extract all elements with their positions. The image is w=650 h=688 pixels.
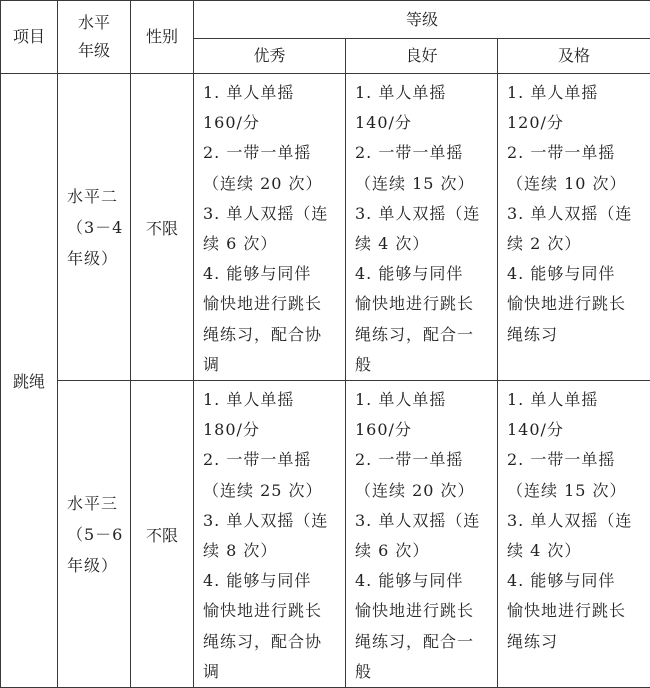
criteria-line: 愉快地进行跳长 [203,289,341,319]
criteria-line: （连续 15 次） [355,169,493,199]
criteria-line: 160/分 [355,415,493,445]
criteria-line: 120/分 [507,108,646,138]
table-row [1,74,650,381]
header-level [58,1,131,74]
criteria-line: 1. 单人单摇 [203,78,341,108]
pass-cell [498,74,650,381]
criteria-line: 愉快地进行跳长 [507,596,646,626]
criteria-line: 1. 单人单摇 [203,385,341,415]
criteria-line: 愉快地进行跳长 [203,596,341,626]
level-line: 水平三 [67,488,130,519]
criteria-line: 160/分 [203,108,341,138]
criteria-line: 续 8 次） [203,536,341,566]
criteria-line: 1. 单人单摇 [507,78,646,108]
header-pass: 及格 [498,39,650,74]
criteria-line: 140/分 [507,415,646,445]
criteria-line: 2. 一带一单摇 [355,138,493,168]
criteria-line: 3. 单人双摇（连 [507,199,646,229]
level-line: 年级） [67,243,130,274]
criteria-line: 般 [355,657,493,687]
criteria-line: （连续 20 次） [355,476,493,506]
level-line: 水平二 [67,181,130,212]
criteria-line: 调 [203,350,341,380]
criteria-line: 3. 单人双摇（连 [355,199,493,229]
criteria-line: 愉快地进行跳长 [355,289,493,319]
criteria-line: 愉快地进行跳长 [355,596,493,626]
level-cell [58,74,131,381]
criteria-line: 2. 一带一单摇 [507,138,646,168]
criteria-line: 4. 能够与同伴 [203,259,341,289]
good-cell [346,74,498,381]
criteria-line: 180/分 [203,415,341,445]
criteria-line: 绳练习 [507,320,646,350]
criteria-line: 4. 能够与同伴 [355,259,493,289]
criteria-line: 3. 单人双摇（连 [203,199,341,229]
criteria-line: 续 2 次） [507,229,646,259]
level-cell [58,381,131,688]
criteria-line: 1. 单人单摇 [355,385,493,415]
criteria-line: 140/分 [355,108,493,138]
criteria-line: 续 4 次） [355,229,493,259]
criteria-line: 2. 一带一单摇 [203,138,341,168]
criteria-line: 绳练习，配合协 [203,627,341,657]
level-line: 年级） [67,550,130,581]
criteria-line: 1. 单人单摇 [355,78,493,108]
criteria-line: 4. 能够与同伴 [355,566,493,596]
criteria-line: 续 4 次） [507,536,646,566]
header-level-line: 年级 [58,37,130,65]
pass-cell [498,381,650,688]
good-cell [346,381,498,688]
header-excellent: 优秀 [194,39,346,74]
criteria-line: 愉快地进行跳长 [507,289,646,319]
criteria-line: 续 6 次） [203,229,341,259]
header-item: 项目 [1,1,58,74]
criteria-line: 绳练习，配合协 [203,320,341,350]
item-name: 跳绳 [1,74,58,688]
excellent-cell [194,74,346,381]
level-line: （5－6 [67,519,130,550]
excellent-cell [194,381,346,688]
criteria-line: 续 6 次） [355,536,493,566]
criteria-line: 2. 一带一单摇 [203,445,341,475]
criteria-line: 3. 单人双摇（连 [355,506,493,536]
criteria-line: 绳练习，配合一 [355,627,493,657]
header-good: 良好 [346,39,498,74]
header-level-line: 水平 [58,9,130,37]
criteria-line: 绳练习 [507,627,646,657]
gender-cell: 不限 [131,74,194,381]
criteria-line: 绳练习，配合一 [355,320,493,350]
criteria-line: 调 [203,657,341,687]
criteria-line: 3. 单人双摇（连 [507,506,646,536]
criteria-line: 3. 单人双摇（连 [203,506,341,536]
level-line: （3－4 [67,212,130,243]
criteria-line: 2. 一带一单摇 [507,445,646,475]
criteria-line: 般 [355,350,493,380]
header-grade: 等级 [194,1,650,39]
criteria-line: （连续 25 次） [203,476,341,506]
criteria-line: 4. 能够与同伴 [507,259,646,289]
criteria-line: （连续 20 次） [203,169,341,199]
criteria-line: 2. 一带一单摇 [355,445,493,475]
criteria-line: （连续 10 次） [507,169,646,199]
criteria-line: 4. 能够与同伴 [507,566,646,596]
gender-cell: 不限 [131,381,194,688]
criteria-line: 1. 单人单摇 [507,385,646,415]
header-gender: 性别 [131,1,194,74]
criteria-line: （连续 15 次） [507,476,646,506]
table-row [1,381,650,688]
criteria-line: 4. 能够与同伴 [203,566,341,596]
